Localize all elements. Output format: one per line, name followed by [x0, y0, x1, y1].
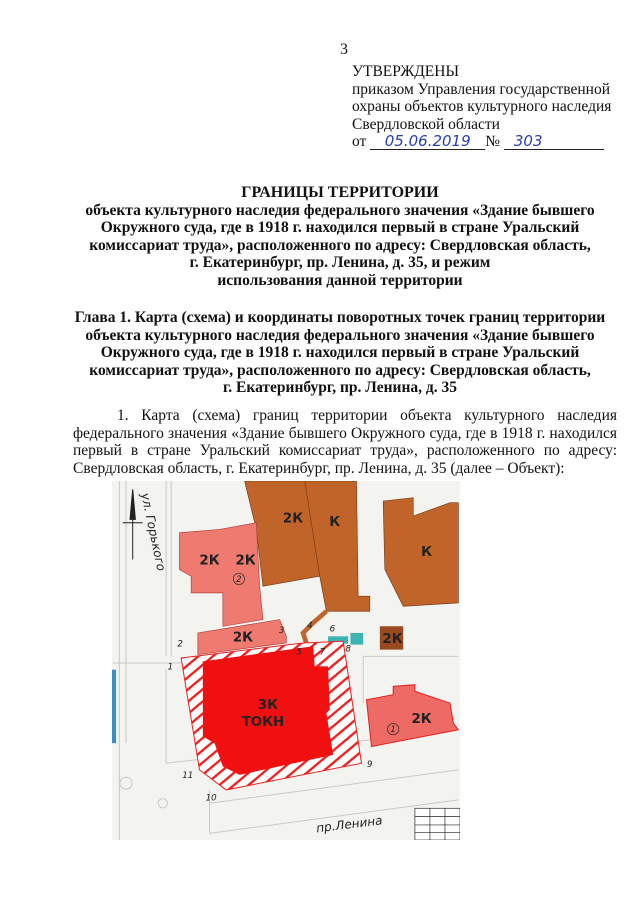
label-2k: 2К: [232, 630, 254, 646]
label-k: К: [329, 515, 341, 531]
title-line: г. Екатеринбург, пр. Ленина, д. 35, и режим: [189, 254, 491, 272]
paragraph-line: Свердловская область, г. Екатеринбург, пр. Ленина, д. 35 (далее – Объект):: [73, 459, 565, 477]
chapter-line: комиссариат труда», расположенного по адресу: Свердловская область,: [89, 361, 591, 379]
title-line: использования данной территории: [217, 271, 463, 289]
label-tokn: ТОКН: [241, 714, 285, 730]
object-marker: 2: [236, 574, 242, 585]
page-number: 3: [340, 41, 348, 58]
point-label: 8: [345, 644, 351, 655]
approval-line: Свердловской области: [352, 115, 500, 133]
paragraph-line: 1. Карта (схема) границ территории объекта культурного наследия: [117, 407, 617, 424]
paragraph-line: федерального значения «Здание бывшего Окружного суда, где в 1918 г. находился: [73, 424, 617, 442]
approval-date-row: [352, 133, 611, 151]
street-label-lenina: пр.Ленина: [315, 813, 384, 836]
street-label-gorkogo: ул. Горького: [138, 491, 169, 573]
point-label: 4: [306, 620, 313, 631]
document-title: [60, 184, 620, 290]
chapter-line: г. Екатеринбург, пр. Ленина, д. 35: [223, 379, 457, 397]
territory-map: [112, 481, 460, 840]
paragraph-line: первый в стране Уральский комиссариат труда», расположенного по адресу:: [73, 442, 617, 460]
approval-line: приказом Управления государственной: [352, 80, 611, 98]
chapter-line: объекта культурного наследия федерального значения «Здание бывшего: [85, 326, 595, 344]
chapter-line: Окружного суда, где в 1918 г. находился первый в стране Уральский: [100, 344, 580, 362]
title-line: Окружного суда, где в 1918 г. находился первый в стране Уральский: [100, 219, 580, 237]
point-label: 10: [205, 793, 217, 804]
label-2k: 2К: [411, 712, 432, 728]
point-label: 7: [319, 647, 326, 658]
approval-line: охраны объектов культурного наследия: [352, 98, 612, 116]
chapter-line: Глава 1. Карта (схема) и координаты поворотных точек границ территории: [74, 309, 606, 326]
title-heading: ГРАНИЦЫ ТЕРРИТОРИИ: [241, 184, 439, 201]
point-label: 9: [367, 760, 373, 771]
date-prefix: от: [352, 133, 367, 151]
water-strip: [112, 670, 116, 743]
point-label: 5: [296, 647, 302, 658]
label-2k: 2К: [235, 553, 256, 569]
handwritten-date: 05.06.2019: [384, 132, 471, 151]
point-label: 1: [167, 662, 174, 673]
structure-teal: [350, 633, 363, 645]
object-marker: 1: [390, 725, 396, 736]
label-3k: 3К: [257, 698, 279, 714]
point-label: 6: [329, 624, 336, 635]
chapter-heading: [60, 309, 620, 397]
label-k: К: [421, 545, 433, 561]
label-2k: 2К: [199, 553, 220, 569]
title-line: комиссариат труда», расположенного по адресу: Свердловская область,: [89, 236, 591, 254]
map-stamp-table: [415, 808, 460, 840]
point-label: 11: [182, 771, 194, 782]
handwritten-number: 303: [513, 132, 543, 151]
title-line: объекта культурного наследия федерального значения «Здание бывшего: [85, 201, 595, 219]
point-label: 2: [177, 639, 183, 650]
label-2k: 2К: [382, 631, 403, 647]
number-prefix: №: [485, 133, 500, 151]
paragraph-1: [73, 407, 617, 477]
approval-block: [352, 63, 611, 151]
point-label: 3: [278, 625, 285, 636]
label-2k: 2К: [282, 511, 304, 527]
approval-title: УТВЕРЖДЕНЫ: [352, 63, 459, 80]
